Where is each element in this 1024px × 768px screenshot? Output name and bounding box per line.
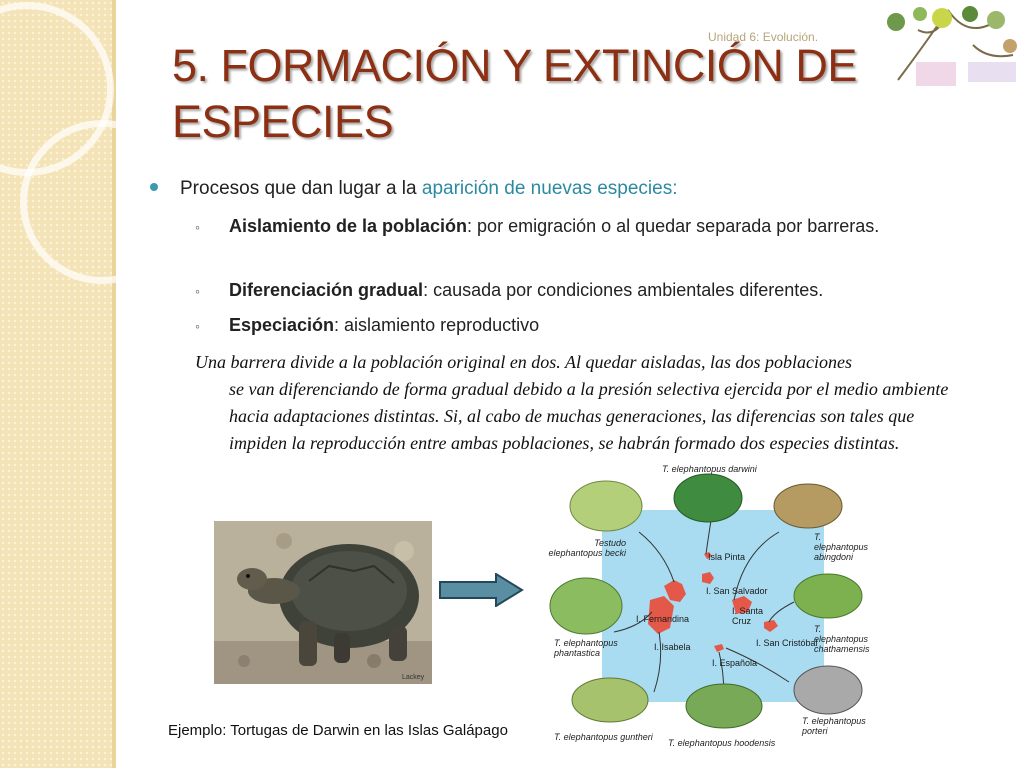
bullet-accent-text: aparición de nuevas especies: xyxy=(421,178,678,199)
subitem-desc: : por emigración o al quedar separada por barreras. xyxy=(467,216,880,236)
unit-subtitle: Unidad 6: Evolución. xyxy=(708,30,819,44)
subitem xyxy=(195,278,929,304)
circle-bullet-icon: ◦ xyxy=(195,219,200,235)
explanation-paragraph xyxy=(195,349,965,457)
subitem xyxy=(195,214,929,240)
island-label-san-cristobal: I. San Cristóbal xyxy=(756,638,818,648)
island-label-espanola: I. Española xyxy=(712,658,758,668)
subitem-desc: : aislamiento reproductivo xyxy=(334,315,540,335)
sidebar-edge xyxy=(112,0,116,768)
arrow-right-icon xyxy=(438,573,524,607)
species-label-hoodensis: T. elephantopus hoodensis xyxy=(668,738,776,748)
species-label-becki: Testudo elephantopus becki xyxy=(548,538,626,558)
species-label-porteri: T. elephantopus porteri xyxy=(802,716,866,736)
figure-caption: Ejemplo: Tortugas de Darwin en las Islas Galápago xyxy=(168,722,508,739)
island-label-isabela: I. Isabela xyxy=(654,642,691,652)
paragraph-rest: se van diferenciando de forma gradual debido a la presión selectiva ejercida por el medio ambiente hacia adaptaciones distintas. Si, al cabo de muchas generaciones, las diferencias son tales que impiden la reproducción entre ambas poblaciones, se habrán formado dos especies distintas. xyxy=(229,379,949,453)
island-label-san-salvador: I. San Salvador xyxy=(706,586,768,596)
island-label-fernandina: I. Fernandina xyxy=(636,614,690,624)
subitem xyxy=(195,313,929,339)
island-label-santa-cruz: I. Santa Cruz xyxy=(732,606,764,626)
species-label-phantastica: T. elephantopus phantastica xyxy=(554,638,618,658)
bullet-icon xyxy=(150,183,158,191)
species-label-guntheri: T. elephantopus guntheri xyxy=(554,732,653,742)
species-label-abingdoni: T. elephantopus abingdoni xyxy=(814,532,869,562)
island-label-pinta: Isla Pinta xyxy=(708,552,746,562)
galapagos-map-figure xyxy=(544,462,874,752)
bullet-text: Procesos que dan lugar a la xyxy=(180,178,422,199)
photo-credit: Lackey xyxy=(402,674,425,681)
species-label-chathamensis: T. elephantopus chathamensis xyxy=(814,624,870,654)
circle-bullet-icon: ◦ xyxy=(195,318,200,334)
subitem-term: Aislamiento de la población xyxy=(229,216,468,236)
species-label-darwini: T. elephantopus darwini xyxy=(662,464,757,474)
page-title: 5. FORMACIÓN Y EXTINCIÓN DE ESPECIES xyxy=(172,40,857,147)
circle-bullet-icon: ◦ xyxy=(195,283,200,299)
subitem-desc: : causada por condiciones ambientales diferentes. xyxy=(423,280,824,300)
subitem-term: Especiación xyxy=(229,315,335,335)
map-graphic xyxy=(544,462,874,752)
main-bullet xyxy=(150,178,678,200)
tortoise-photo xyxy=(214,521,432,684)
decorative-ring xyxy=(20,120,184,284)
paragraph-first-line: Una barrera divide a la población original en dos. Al quedar aisladas, las dos poblaciones xyxy=(195,352,852,372)
subitem-term: Diferenciación gradual xyxy=(229,280,424,300)
